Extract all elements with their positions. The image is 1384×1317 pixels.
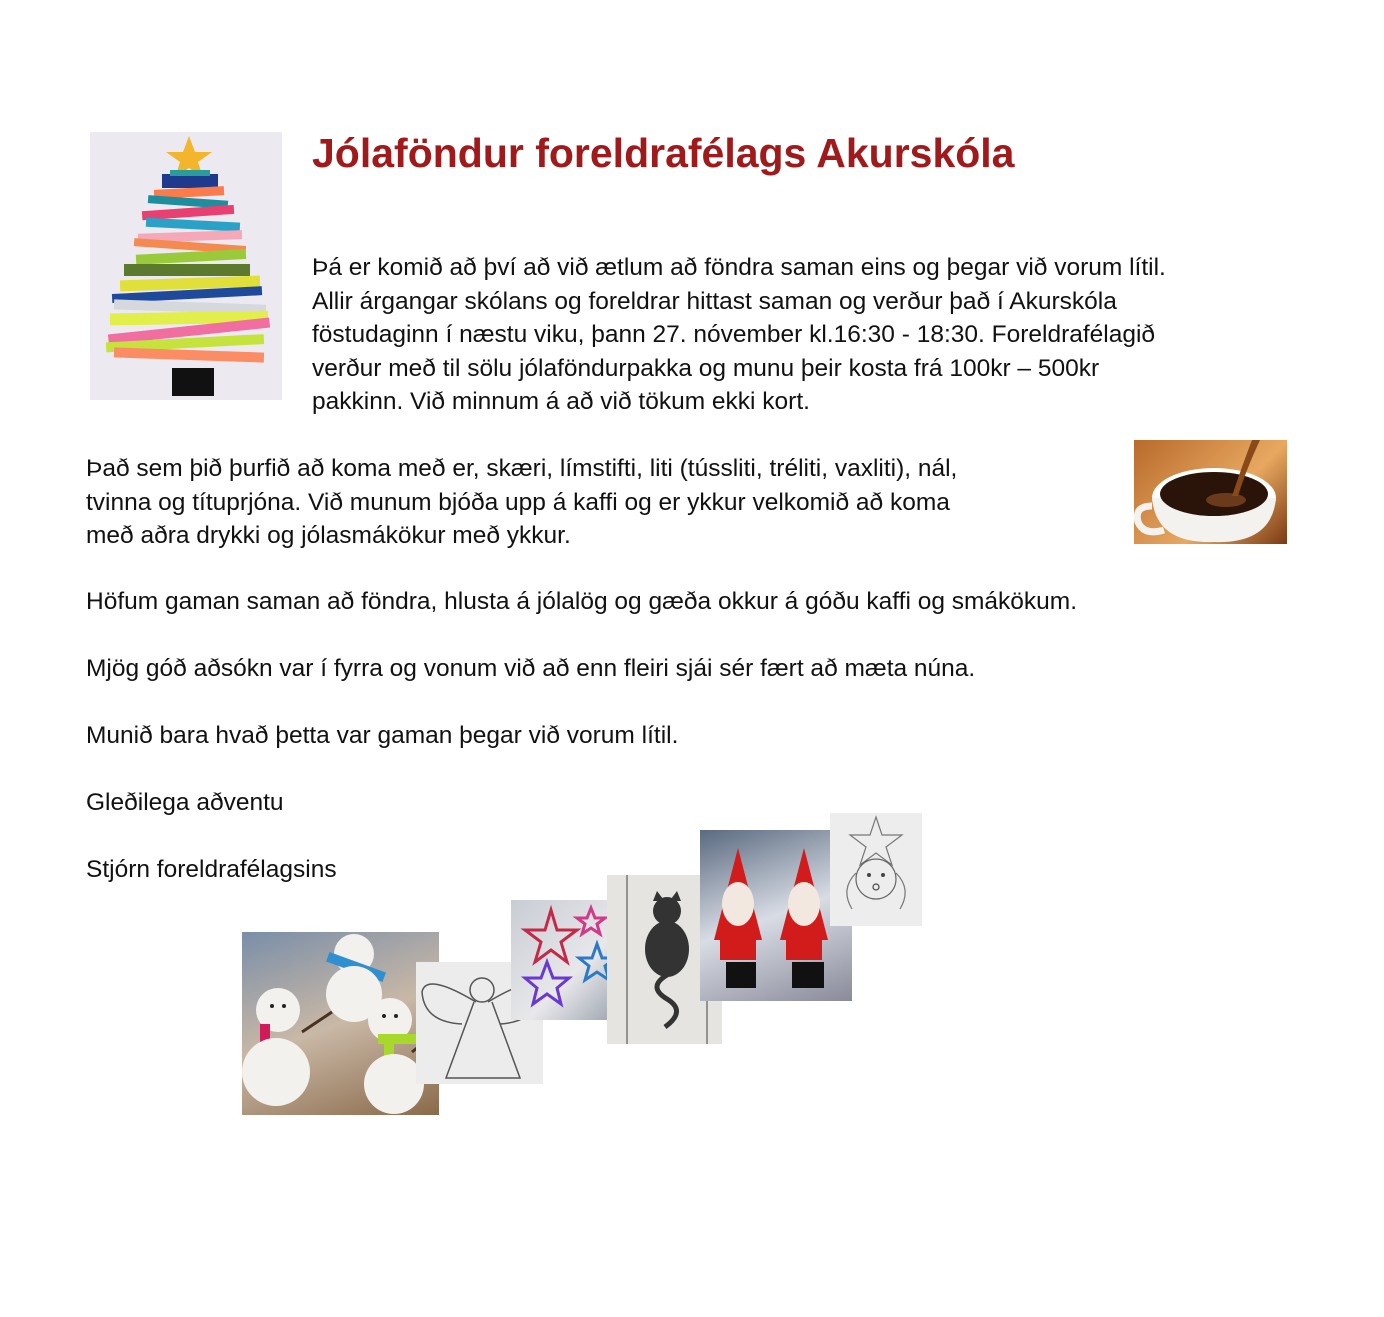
intro-line: Allir árgangar skólans og foreldrar hittast saman og verður það í Akurskóla [312, 287, 1117, 315]
intro-line: pakkinn. Við minnum á að við tökum ekki kort. [312, 388, 810, 415]
intro-line: föstudaginn í næstu viku, þann 27. nóvember kl.16:30 - 18:30. Foreldrafélagið [312, 321, 1156, 348]
supplies-line: með aðra drykki og jólasmákökur með ykkur. [86, 522, 571, 549]
page-title: Jólaföndur foreldrafélags Akurskóla [312, 130, 1015, 176]
attendance-paragraph: Mjög góð aðsókn var í fyrra og vonum við að enn fleiri sjái sér fært að mæta núna. [86, 655, 976, 682]
christmas-tree-craft-image [90, 132, 282, 400]
bead-stars-image [511, 900, 619, 1020]
intro-line: verður með til sölu jólaföndurpakka og munu þeir kosta frá 100kr – 500kr [312, 354, 1100, 382]
intro-paragraph [312, 251, 1322, 419]
supplies-line: Það sem þið þurfið að koma með er, skæri, límstifti, liti (tússliti, tréliti, vaxliti), nál, [86, 455, 958, 482]
snowman-ornaments-image [242, 932, 439, 1115]
greeting: Gleðilega aðventu [86, 789, 284, 816]
supplies-paragraph [86, 452, 1126, 553]
remember-paragraph: Munið bara hvað þetta var gaman þegar við vorum lítil. [86, 722, 679, 749]
intro-line: Þá er komið að því að við ætlum að föndra saman eins og þegar við vorum lítil. [312, 254, 1166, 281]
angel-face-drawing-image [830, 813, 922, 926]
fun-paragraph: Höfum gaman saman að föndra, hlusta á jólalög og gæða okkur á góðu kaffi og smákökum. [86, 588, 1078, 615]
coffee-cup-image [1134, 440, 1287, 544]
supplies-line: tvinna og títuprjóna. Við munum bjóða upp á kaffi og er ykkur velkomið að koma [86, 488, 950, 516]
signature: Stjórn foreldrafélagsins [86, 856, 337, 883]
